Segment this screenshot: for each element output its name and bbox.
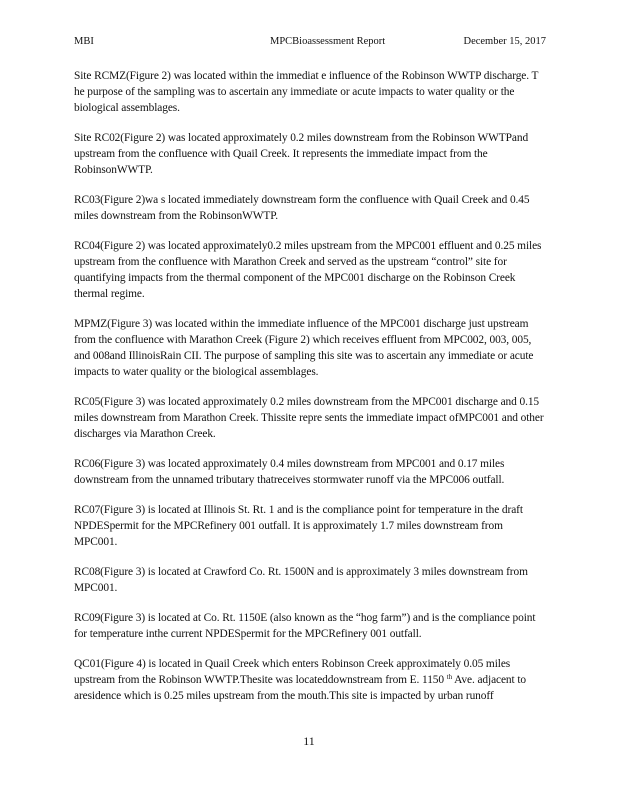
header-date: December 15, 2017	[463, 36, 546, 47]
paragraph-site-rc06: RC06(Figure 3) was located approximately 0.4 miles downstream from MPC001 and 0.17 miles downstream from the unnamed tributary thatreceives stormwater runoff via the MPC006 outfall.	[74, 458, 505, 486]
qc01-text-end: Ave. adjacent to aresidence which is 0.25 miles upstream from the mouth.This site is impacted by urban runoff	[74, 674, 527, 702]
ordinal-superscript: th	[446, 673, 452, 681]
paragraph-site-rc08: RC08(Figure 3) is located at Crawford Co. Rt. 1500N and is approximately 3 miles downstream from MPC001.	[74, 566, 528, 594]
paragraph-site-rc09: RC09(Figure 3) is located at Co. Rt. 1150E (also known as the “hog farm”) and is the compliance point for temperature inthe current NPDESpermit for the MPCRefinery 001 outfall.	[74, 612, 536, 640]
paragraph-site-rc04: RC04(Figure 2) was located approximately0.2 miles upstream from the MPC001 effluent and 0.25 miles upstream from the confluence with Marathon Creek and served as the upstream “control” site for quantifying impacts from the thermal component of the MPC001 discharge on the Robinson Creek thermal regime.	[74, 240, 542, 300]
page-header	[74, 36, 546, 52]
paragraph-site-rc03: RC03(Figure 2)wa s located immediately downstream form the confluence with Quail Creek and 0.45 miles downstream from the RobinsonWWTP.	[74, 194, 530, 222]
report-body	[74, 68, 548, 718]
paragraph-site-rc07: RC07(Figure 3) is located at Illinois St. Rt. 1 and is the compliance point for temperature in the draft NPDESpermit for the MPCRefinery 001 outfall. It is approximately 1.7 miles downstream from MPC001.	[74, 504, 523, 548]
qc01-text-start: QC01(Figure 4) is located in Quail Creek which enters Robinson Creek approximately 0.05 miles upstream from the Robinson WWTP.Thesite was locateddownstream from E. 1150	[74, 658, 511, 686]
paragraph-site-rc02: Site RC02(Figure 2) was located approximately 0.2 miles downstream from the Robinson WWTPand upstream from the confluence with Quail Creek. It represents the immediate impact from the RobinsonWWTP.	[74, 132, 529, 176]
paragraph-site-mpmz: MPMZ(Figure 3) was located within the immediate influence of the MPC001 discharge just upstream from the confluence with Marathon Creek (Figure 2) which receives effluent from MPC002, 003, 005, and 008and IllinoisRain CII. The purpose of sampling this site was to ascertain any immediate or acute impacts to water quality or the biological assemblages.	[74, 318, 534, 378]
page-number: 11	[303, 734, 315, 748]
paragraph-site-rc05: RC05(Figure 3) was located approximately 0.2 miles downstream from the MPC001 discharge and 0.15 miles downstream from Marathon Creek. Thissite repre sents the immediate impact ofMPC001 and other discharges via Marathon Creek.	[74, 396, 544, 440]
header-org: MBI	[74, 36, 94, 47]
paragraph-site-rcmz: Site RCMZ(Figure 2) was located within the immediat e influence of the Robinson WWTP discharge. T he purpose of the sampling was to ascertain any immediate or acute impacts to water quality or the biological assemblages.	[74, 70, 539, 114]
paragraph-site-qc01	[74, 656, 548, 704]
header-report-title: MPCBioassessment Report	[270, 36, 386, 47]
